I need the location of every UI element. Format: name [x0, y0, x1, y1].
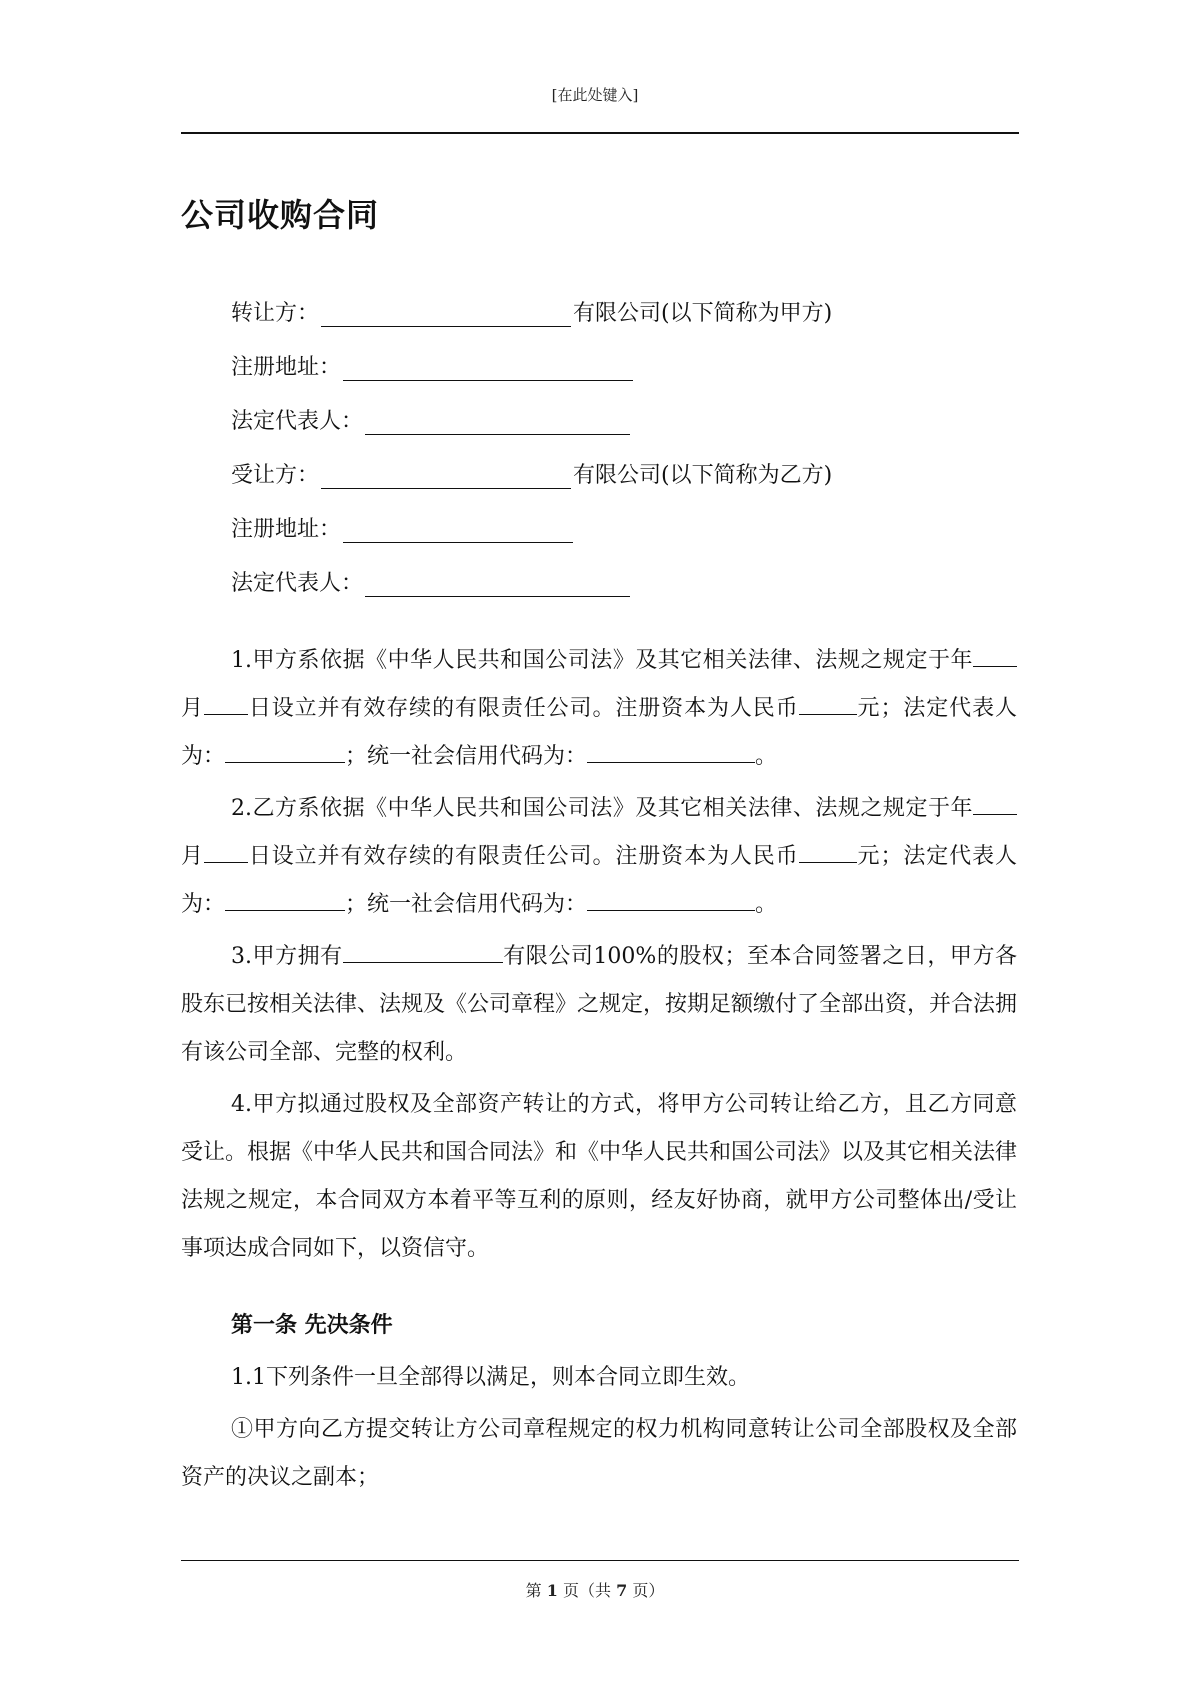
party-label: 法定代表人： — [231, 409, 364, 434]
clause-1-1: 1.1下列条件一旦全部得以满足，则本合同立即生效。 — [231, 1365, 750, 1390]
party-transferor-address-line — [231, 350, 635, 381]
fill-blank[interactable] — [799, 692, 857, 715]
fill-blank[interactable] — [225, 888, 345, 911]
para-text: 。 — [755, 892, 778, 917]
fill-blank[interactable] — [587, 888, 755, 911]
para-text: 3.甲方拥有 — [231, 944, 343, 969]
para-text: 元；法定代表人为： — [181, 844, 1017, 917]
party-transferor-rep-line — [231, 404, 632, 435]
footer-rule — [181, 1560, 1019, 1561]
para-text: ；统一社会信用代码为： — [345, 744, 588, 769]
fill-blank[interactable] — [343, 358, 633, 381]
total-pages: 7 — [616, 1581, 628, 1600]
fill-blank[interactable] — [321, 304, 571, 327]
party-transferor-line — [231, 296, 832, 327]
fill-blank[interactable] — [225, 740, 345, 763]
para-text: 。 — [755, 744, 778, 769]
header-rule — [181, 132, 1019, 134]
para-text: 日设立并有效存续的有限责任公司。注册资本为人民币 — [247, 696, 799, 721]
party-label: 转让方： — [231, 301, 320, 326]
current-page: 1 — [546, 1581, 558, 1600]
party-suffix: 有限公司(以下简称为乙方) — [573, 463, 833, 488]
fill-blank[interactable] — [365, 412, 630, 435]
para-text: 月 — [181, 844, 204, 869]
footer-text: 页） — [632, 1581, 665, 1600]
para-text: 2.乙方系依据《中华人民共和国公司法》及其它相关法律、法规之规定于年 — [231, 796, 973, 821]
fill-blank[interactable] — [799, 840, 857, 863]
party-label: 受让方： — [231, 463, 320, 488]
fill-blank[interactable] — [204, 692, 248, 715]
party-transferee-line — [231, 458, 832, 489]
paragraph-3 — [181, 933, 1017, 1077]
para-text: ；统一社会信用代码为： — [345, 892, 588, 917]
document-title: 公司收购合同 — [181, 196, 380, 234]
page-number — [0, 1578, 1190, 1601]
fill-blank[interactable] — [365, 574, 630, 597]
fill-blank[interactable] — [321, 466, 571, 489]
para-text: 月 — [181, 696, 204, 721]
clause-item-1: ①甲方向乙方提交转让方公司章程规定的权力机构同意转让公司全部股权及全部资产的决议之副本； — [181, 1417, 1017, 1490]
header-placeholder[interactable]: [在此处键入] — [551, 86, 639, 104]
fill-blank[interactable] — [343, 520, 573, 543]
party-label: 注册地址： — [231, 355, 342, 380]
section-heading: 第一条 先决条件 — [231, 1313, 393, 1338]
party-transferee-address-line — [231, 512, 575, 543]
party-suffix: 有限公司(以下简称为甲方) — [573, 301, 833, 326]
paragraph-2 — [181, 785, 1017, 929]
fill-blank[interactable] — [204, 840, 248, 863]
party-transferee-rep-line — [231, 566, 632, 597]
fill-blank[interactable] — [973, 792, 1017, 815]
para-text: 元；法定代表人为： — [181, 696, 1017, 769]
paragraph-1 — [181, 637, 1017, 781]
para-text: 1.甲方系依据《中华人民共和国公司法》及其它相关法律、法规之规定于年 — [231, 648, 973, 673]
fill-blank[interactable] — [587, 740, 755, 763]
fill-blank[interactable] — [973, 644, 1017, 667]
fill-blank[interactable] — [343, 940, 503, 963]
para-text: 日设立并有效存续的有限责任公司。注册资本为人民币 — [247, 844, 799, 869]
footer-text: 第 — [525, 1581, 542, 1600]
paragraph-4: 4.甲方拟通过股权及全部资产转让的方式，将甲方公司转让给乙方，且乙方同意受让。根据《中华人民共和国合同法》和《中华人民共和国公司法》以及其它相关法律法规之规定，本合同双方本着平等互利的原则，经友好协商，就甲方公司整体出/受让事项达成合同如下，以资信守。 — [181, 1092, 1018, 1261]
party-label: 法定代表人： — [231, 571, 364, 596]
para-text: 有限公司100%的股权；至本合同签署之日，甲方各股东已按相关法律、法规及《公司章程》之规定，按期足额缴付了全部出资，并合法拥有该公司全部、完整的权利。 — [181, 944, 1018, 1065]
party-label: 注册地址： — [231, 517, 342, 542]
footer-text: 页（共 — [562, 1581, 611, 1600]
